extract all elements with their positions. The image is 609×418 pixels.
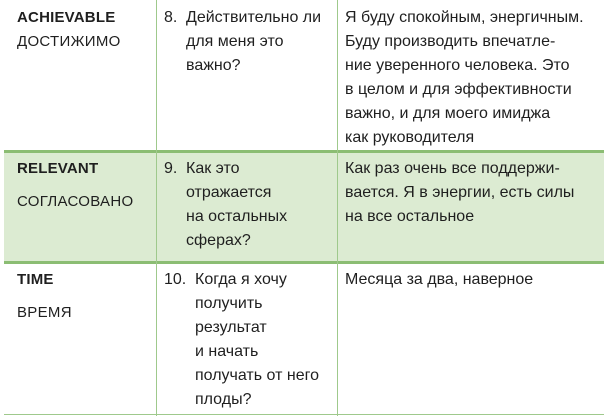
answer-line: ние уверенного человека. Это [345, 57, 570, 74]
question-line: для меня это [186, 33, 284, 50]
table-row-achievable [4, 0, 604, 151]
row-divider [4, 150, 604, 153]
criterion-translation: СОГЛАСОВАНО [17, 193, 134, 210]
smart-goal-table [4, 0, 604, 416]
criterion-translation: ВРЕМЯ [17, 304, 72, 321]
question-line: отражается [186, 184, 272, 201]
question-line: важно? [186, 57, 241, 74]
question-line: Как это [186, 160, 240, 177]
answer-line: Как раз очень все поддержи- [345, 160, 560, 177]
table-row-relevant [4, 151, 604, 262]
answer-line: в целом и для эффективности [345, 81, 572, 98]
question-line: получать от него [195, 367, 319, 384]
question-line: Действительно ли [186, 9, 322, 26]
answer-line: как руководителя [345, 129, 475, 146]
answer-line: Месяца за два, наверное [345, 271, 534, 288]
question-line: получить [195, 295, 263, 312]
criterion-cell [17, 268, 157, 325]
question-line: Когда я хочу [195, 271, 287, 288]
column-divider [337, 0, 338, 416]
table-row-time [4, 262, 604, 416]
table-bottom-border [4, 414, 604, 415]
criterion-keyword: ACHIEVABLE [17, 9, 116, 26]
criterion-translation: ДОСТИЖИМО [17, 33, 121, 50]
answer-line: Я буду спокойным, энергичным. [345, 9, 584, 26]
criterion-keyword: TIME [17, 271, 54, 288]
question-number: 9. [164, 160, 178, 177]
criterion-cell [17, 6, 157, 54]
question-line: на остальных [186, 208, 288, 225]
column-divider [156, 0, 157, 416]
answer-line: важно, и для моего имиджа [345, 105, 551, 122]
criterion-keyword: RELEVANT [17, 160, 99, 177]
question-line: сферах? [186, 232, 251, 249]
question-number: 10. [164, 271, 187, 288]
question-number: 8. [164, 9, 178, 26]
question-line: результат [195, 319, 267, 336]
answer-cell [345, 268, 603, 292]
question-line: плоды? [195, 391, 252, 408]
row-divider [4, 261, 604, 264]
answer-cell [345, 6, 603, 150]
answer-line: вается. Я в энергии, есть силы [345, 184, 575, 201]
answer-line: на все остальное [345, 208, 475, 225]
question-line: и начать [195, 343, 259, 360]
answer-cell [345, 157, 603, 229]
answer-line: Буду производить впечатле- [345, 33, 556, 50]
criterion-cell [17, 157, 157, 214]
